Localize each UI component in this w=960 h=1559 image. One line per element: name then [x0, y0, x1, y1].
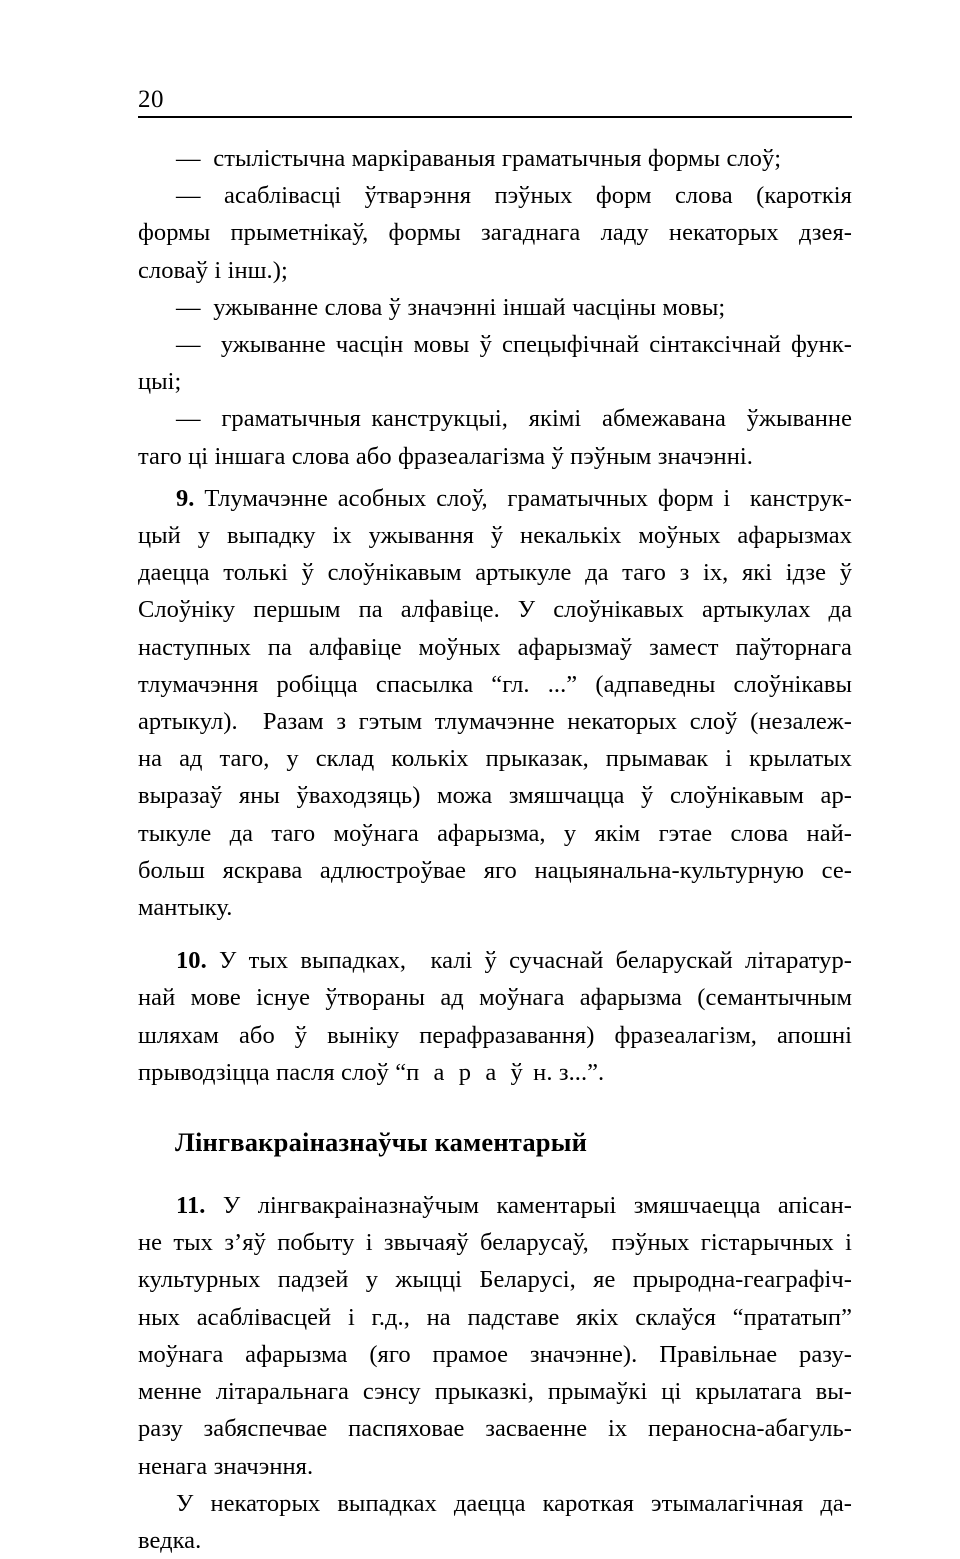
text-line: — граматычныя канструкцыі, якімі абмежавана ўжыванне — [176, 405, 852, 433]
text-line: — ужыванне слова ў значэнні іншай часціны мовы; — [176, 293, 726, 321]
section-heading-block — [138, 1125, 852, 1159]
text-column — [138, 140, 852, 1559]
closing-paragraph — [138, 1485, 852, 1559]
text-line-body: прыводзіцца пасля слоў “ — [138, 1058, 407, 1086]
text-line-tail: н. з...”. — [526, 1058, 605, 1086]
text-line: культурных падзей у жыцці Беларусі, яе прыродна-геаграфіч- — [138, 1266, 852, 1294]
text-line: больш яскрава адлюстроўвае яго нацыянальна-культурную се- — [138, 856, 852, 884]
text-line: формы прыметнікаў, формы загаднага ладу некаторых дзея- — [138, 219, 852, 247]
text-line: — стылістычна маркіраваныя граматычныя формы слоў; — [176, 145, 782, 172]
text-line: таго ці іншага слова або фразеалагізма ў пэўным значэнні. — [138, 442, 753, 470]
text-line: тлумачэння робіцца спасылка “гл. ...” (адпаведны слоўнікавы — [138, 670, 852, 698]
text-line: най мове існуе ўтвораны ад моўнага афарызма (семантычным — [138, 984, 852, 1012]
text-line: цыі; — [138, 368, 182, 396]
section-number: 11. — [176, 1192, 206, 1220]
text-line-body: У лінгвакраіназнаўчым каментарыі змяшчаецца апісан- — [205, 1192, 852, 1220]
text-line — [138, 1054, 852, 1091]
text-line — [138, 942, 852, 979]
text-line: выразаў яны ўваходзяць) можа змяшчацца ў слоўнікавым ар- — [138, 782, 852, 810]
text-line-body: Тлумачэнне асобных слоў, граматычных форм і канструк- — [194, 484, 852, 512]
text-line: — асаблівасці ўтварэння пэўных форм слова (кароткія — [176, 182, 852, 210]
text-line: цый у выпадку іх ужывання ў некалькіх моўных афарызмах — [138, 522, 852, 550]
bullet-item — [138, 289, 852, 326]
section-number: 9. — [176, 484, 195, 512]
running-head — [138, 86, 852, 118]
text-line: тыкуле да таго моўнага афарызма, у якім гэтае слова най- — [138, 819, 852, 847]
text-line: менне літаральнага сэнсу прыказкі, прымаўкі ці крылатага вы- — [138, 1378, 852, 1406]
section-paragraph-10 — [138, 942, 852, 1091]
bullet-item — [138, 140, 852, 177]
text-line: наступных па алфавіце моўных афарызмаў замест паўторнага — [138, 633, 852, 661]
text-line: не тых з’яў побыту і звычаяў беларусаў, пэўных гістарычных і — [138, 1229, 852, 1257]
page-number: 20 — [138, 86, 164, 113]
text-line: моўнага афарызма (яго прамое значэнне). Правільнае разу- — [138, 1340, 852, 1368]
text-line: на ад таго, у склад колькіх прыказак, прымавак і крылатых — [138, 745, 852, 773]
section-heading: Лінгвакраіназнаўчы каментарый — [175, 1127, 588, 1158]
text-line: словаў і інш.); — [138, 256, 288, 284]
section-paragraph-9 — [138, 480, 852, 926]
text-line: — ужыванне часцін мовы ў спецыфічнай сінтаксічнай функ- — [176, 331, 852, 359]
bullet-item — [138, 177, 852, 289]
text-line: У некаторых выпадках даецца кароткая этымалагічная да- — [176, 1489, 852, 1517]
text-line: ных асаблівасцей і г.д., на падставе якіх склаўся “прататып” — [138, 1303, 852, 1331]
text-line: ведка. — [138, 1526, 202, 1554]
text-line — [138, 1187, 852, 1224]
text-line: ненага значэння. — [138, 1452, 314, 1480]
text-line: Слоўніку першым па алфавіце. У слоўнікавых артыкулах да — [138, 596, 852, 624]
text-line: мантыку. — [138, 894, 233, 922]
letterspaced-term: п а р а ў — [406, 1058, 527, 1086]
text-line: шляхам або ў выніку перафразавання) фразеалагізм, апошні — [138, 1021, 852, 1049]
section-paragraph-11 — [138, 1187, 852, 1485]
section-number: 10. — [176, 947, 207, 975]
text-line: разу забяспечвае паспяховае засваенне іх пераносна-абагуль- — [138, 1415, 852, 1443]
text-line: артыкул). Разам з гэтым тлумачэнне некаторых слоў (незалеж- — [138, 708, 852, 736]
text-line — [138, 480, 852, 517]
text-line: даецца толькі ў слоўнікавым артыкуле да таго з іх, які ідзе ў — [138, 559, 852, 587]
bullet-item — [138, 326, 852, 400]
bullet-item — [138, 400, 852, 474]
paragraph-spacer — [138, 926, 852, 942]
text-line-body: У тых выпадках, калі ў сучаснай беларускай літаратур- — [206, 947, 852, 975]
header-rule — [138, 116, 852, 118]
